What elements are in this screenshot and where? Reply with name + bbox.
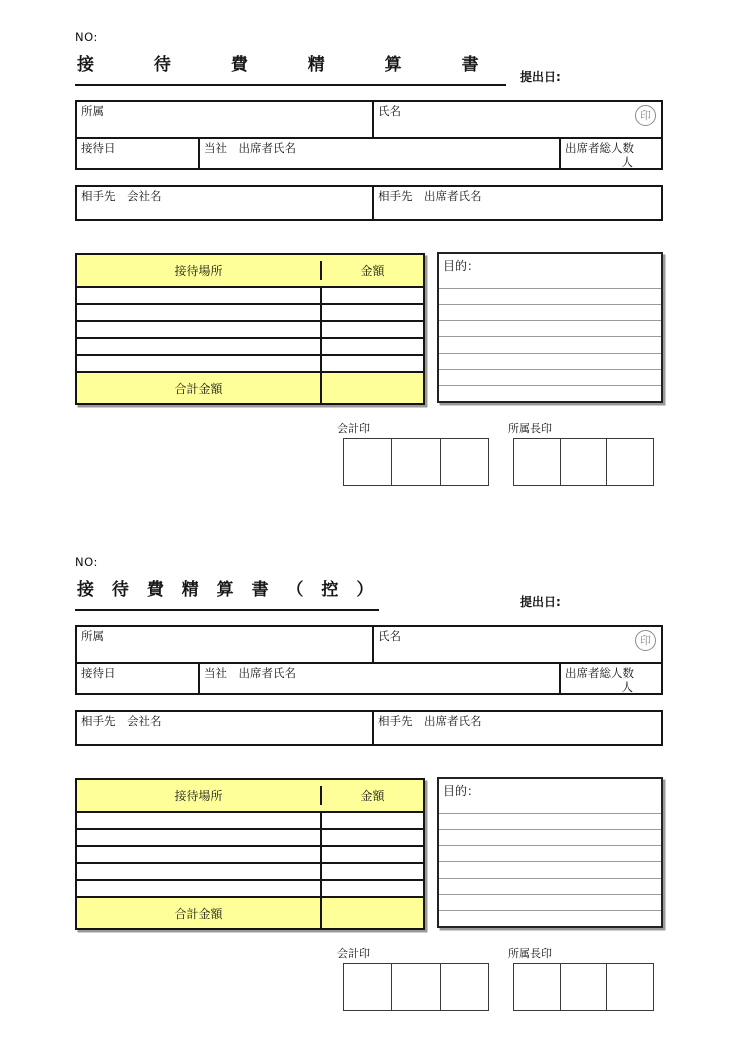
header-info-table (75, 625, 663, 695)
purpose-label: 目的： (443, 784, 480, 798)
amount-input-cell[interactable] (320, 847, 423, 862)
department-label: 所属 (81, 629, 104, 643)
partner-attendees-label: 相手先 出席者氏名 (378, 714, 482, 728)
company-attendees-cell[interactable] (198, 139, 559, 168)
purpose-box[interactable] (437, 777, 663, 928)
person-unit-label: 人 (621, 680, 633, 694)
total-label-cell: 合計金額 (174, 381, 223, 396)
purpose-line[interactable] (439, 894, 661, 910)
purpose-line[interactable] (439, 353, 661, 369)
entertainment-date-label: 接待日 (81, 141, 116, 155)
person-unit-label: 人 (621, 155, 633, 169)
accounting-stamp-label: 会計印 (337, 947, 370, 960)
manager-stamp-box (513, 438, 654, 486)
amount-header-cell: 金額 (320, 261, 423, 280)
department-label: 所属 (81, 104, 104, 118)
department-cell[interactable] (77, 627, 372, 662)
name-label: 氏名 (378, 104, 401, 118)
amount-input-cell[interactable] (320, 339, 423, 354)
stamp-cell[interactable] (514, 439, 560, 485)
company-attendees-label: 当社 出席者氏名 (204, 666, 296, 680)
total-attendees-label: 出席者総人数 (565, 141, 634, 155)
amount-input-cell[interactable] (320, 305, 423, 320)
amount-input-cell[interactable] (320, 813, 423, 828)
partner-company-label: 相手先 会社名 (81, 714, 162, 728)
purpose-box[interactable] (437, 252, 663, 403)
stamp-cell[interactable] (391, 964, 439, 1010)
expense-form-copy (0, 525, 744, 1052)
purpose-line[interactable] (439, 813, 661, 829)
form-title: 接 待 費 精 算 書 （ 控 ） (75, 575, 379, 611)
name-cell[interactable] (372, 627, 661, 662)
stamp-cell[interactable] (440, 964, 488, 1010)
accounting-stamp-box (343, 438, 489, 486)
total-label-cell: 合計金額 (174, 906, 223, 921)
amount-input-cell[interactable] (320, 356, 423, 371)
partner-company-cell[interactable] (77, 712, 372, 744)
entertainment-date-cell[interactable] (77, 664, 198, 693)
venue-header-cell: 接待場所 (174, 264, 223, 278)
venue-input-cell[interactable] (77, 356, 320, 371)
amount-input-cell[interactable] (320, 881, 423, 896)
stamp-cell[interactable] (344, 964, 391, 1010)
amount-input-cell[interactable] (320, 830, 423, 845)
seal-stamp-icon: 印 (635, 630, 656, 651)
partner-attendees-cell[interactable] (372, 187, 661, 219)
total-amount-cell[interactable] (320, 898, 423, 928)
stamp-cell[interactable] (391, 439, 439, 485)
seal-stamp-icon: 印 (635, 105, 656, 126)
total-attendees-cell[interactable] (559, 139, 661, 168)
venue-input-cell[interactable] (77, 339, 320, 354)
purpose-line[interactable] (439, 861, 661, 877)
partner-info-table (75, 185, 663, 221)
form-title: 接 待 費 精 算 書 (75, 50, 506, 86)
amount-input-cell[interactable] (320, 288, 423, 303)
form-number-label: NO: (75, 555, 98, 569)
amount-input-cell[interactable] (320, 322, 423, 337)
purpose-line[interactable] (439, 336, 661, 352)
purpose-line[interactable] (439, 910, 661, 926)
purpose-line[interactable] (439, 320, 661, 336)
form-number-label: NO: (75, 30, 98, 44)
accounting-stamp-label: 会計印 (337, 422, 370, 435)
amount-input-cell[interactable] (320, 864, 423, 879)
amount-header-cell: 金額 (320, 786, 423, 805)
stamp-cell[interactable] (344, 439, 391, 485)
purpose-label: 目的： (443, 259, 480, 273)
purpose-line[interactable] (439, 288, 661, 304)
purpose-line[interactable] (439, 829, 661, 845)
stamp-cell[interactable] (440, 439, 488, 485)
total-attendees-label: 出席者総人数 (565, 666, 634, 680)
accounting-stamp-box (343, 963, 489, 1011)
purpose-line[interactable] (439, 385, 661, 401)
company-attendees-cell[interactable] (198, 664, 559, 693)
venue-input-cell[interactable] (77, 288, 320, 303)
entertainment-date-cell[interactable] (77, 139, 198, 168)
stamp-cell[interactable] (560, 439, 607, 485)
header-info-table (75, 100, 663, 170)
total-attendees-cell[interactable] (559, 664, 661, 693)
purpose-line[interactable] (439, 369, 661, 385)
expense-table (75, 778, 425, 930)
venue-input-cell[interactable] (77, 881, 320, 896)
venue-input-cell[interactable] (77, 322, 320, 337)
venue-input-cell[interactable] (77, 847, 320, 862)
venue-header-cell: 接待場所 (174, 789, 223, 803)
department-cell[interactable] (77, 102, 372, 137)
partner-info-table (75, 710, 663, 746)
venue-input-cell[interactable] (77, 830, 320, 845)
name-cell[interactable] (372, 102, 661, 137)
stamp-cell[interactable] (560, 964, 607, 1010)
total-amount-cell[interactable] (320, 373, 423, 403)
partner-attendees-label: 相手先 出席者氏名 (378, 189, 482, 203)
submit-date-label: 提出日: (520, 70, 561, 84)
venue-input-cell[interactable] (77, 864, 320, 879)
purpose-line[interactable] (439, 845, 661, 861)
purpose-line[interactable] (439, 878, 661, 894)
manager-stamp-label: 所属長印 (508, 947, 552, 960)
expense-table (75, 253, 425, 405)
stamp-cell[interactable] (606, 964, 653, 1010)
partner-attendees-cell[interactable] (372, 712, 661, 744)
manager-stamp-label: 所属長印 (508, 422, 552, 435)
partner-company-cell[interactable] (77, 187, 372, 219)
stamp-cell[interactable] (514, 964, 560, 1010)
company-attendees-label: 当社 出席者氏名 (204, 141, 296, 155)
submit-date-label: 提出日: (520, 595, 561, 609)
stamp-cell[interactable] (606, 439, 653, 485)
entertainment-date-label: 接待日 (81, 666, 116, 680)
venue-input-cell[interactable] (77, 813, 320, 828)
partner-company-label: 相手先 会社名 (81, 189, 162, 203)
venue-input-cell[interactable] (77, 305, 320, 320)
manager-stamp-box (513, 963, 654, 1011)
name-label: 氏名 (378, 629, 401, 643)
purpose-line[interactable] (439, 304, 661, 320)
